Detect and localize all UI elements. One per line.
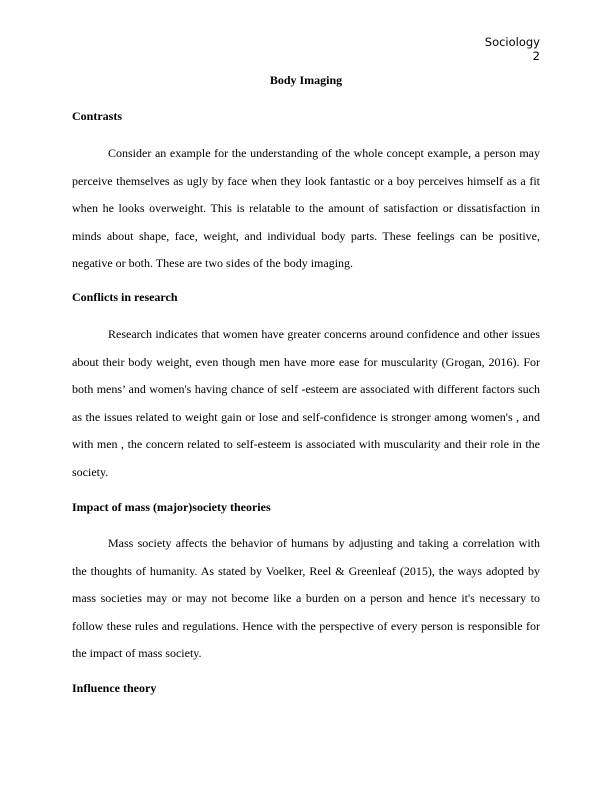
text-line: both mens’ and women's having chance of self -esteem are associated with different factors such xyxy=(72,382,540,396)
text-line: Mass society affects the behavior of humans by adjusting and taking a correlation with xyxy=(108,536,540,550)
running-header xyxy=(485,35,540,63)
text-line: when he looks overweight. This is relatable to the amount of satisfaction or dissatisfaction in xyxy=(72,201,540,215)
text-line: about their body weight, even though men have more ease for muscularity (Grogan, 2016). For xyxy=(72,354,540,369)
text-line: Consider an example for the understanding of the whole concept example, a person may xyxy=(108,146,540,160)
section-heading-mass-society: Impact of mass (major)society theories xyxy=(72,500,271,514)
text-line: follow these rules and regulations. Hence with the perspective of every person is responsible for xyxy=(72,618,540,633)
section-heading-conflicts: Conflicts in research xyxy=(72,290,178,304)
text-line: perceive themselves as ugly by face when they look fantastic or a boy perceives himself as a fit xyxy=(72,173,540,188)
paragraph-contrasts xyxy=(72,140,540,278)
text-line: society. xyxy=(72,464,109,479)
text-line: the impact of mass society. xyxy=(72,646,202,660)
text-line: Research indicates that women have greater concerns around confidence and other issues xyxy=(108,327,540,341)
text-line: the thoughts of humanity. As stated by Voelker, Reel & Greenleaf (2015), the ways adopted by xyxy=(72,563,540,578)
page-number: 2 xyxy=(532,49,540,63)
paragraph-mass-society xyxy=(72,530,540,668)
text-line: mass societies may or may not become like a burden on a person and hence it's necessary to xyxy=(72,591,540,605)
text-line: as the issues related to weight gain or lose and self-confidence is stronger among women's , and xyxy=(72,409,540,424)
text-line: with men , the concern related to self-esteem is associated with muscularity and their role in the xyxy=(72,437,540,451)
section-heading-contrasts: Contrasts xyxy=(72,109,122,123)
text-line: minds about shape, face, weight, and individual body parts. These feelings can be positive, xyxy=(72,228,540,243)
text-line: negative or both. These are two sides of the body imaging. xyxy=(72,256,354,270)
section-heading-influence: Influence theory xyxy=(72,681,157,695)
document-title: Body Imaging xyxy=(269,73,343,87)
paragraph-conflicts xyxy=(72,321,540,486)
running-head: Sociology xyxy=(484,35,540,49)
